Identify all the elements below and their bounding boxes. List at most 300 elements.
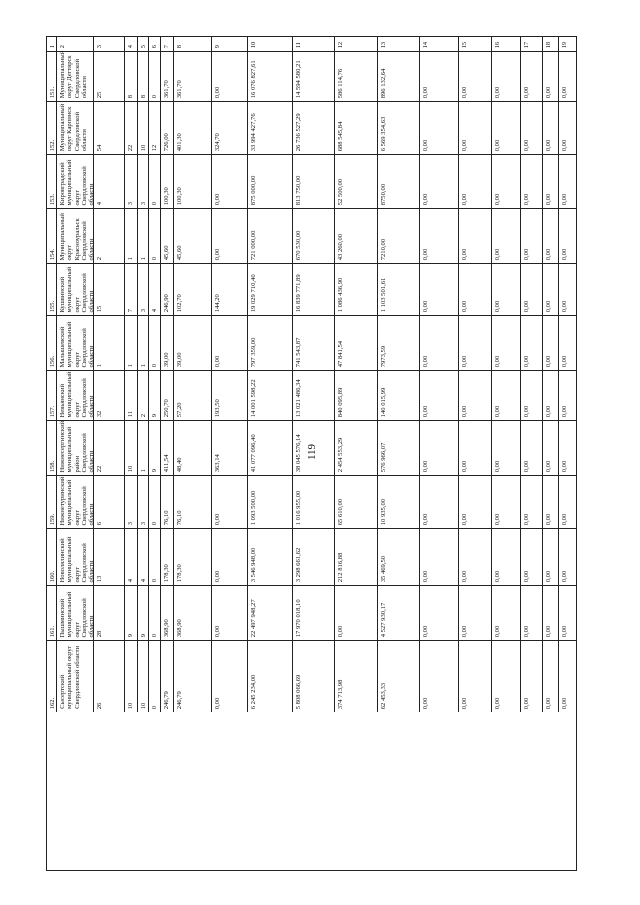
table-cell: [138, 315, 149, 370]
table-cell: [94, 528, 125, 585]
cell-text: 0,00: [545, 405, 552, 417]
table-cell: [378, 315, 420, 370]
cell-text: 76,10: [176, 510, 183, 525]
header-cell: [543, 37, 559, 51]
column-number: 10: [250, 41, 257, 48]
table-cell: [149, 51, 161, 101]
cell-text: 246,90: [163, 293, 170, 312]
cell-text: 10: [140, 144, 147, 151]
table-cell: [378, 475, 420, 528]
cell-text: 0,00: [214, 697, 221, 709]
cell-text: 0,00: [523, 570, 530, 582]
table-cell: [492, 640, 521, 712]
table-cell: [125, 420, 138, 475]
table-cell: [459, 475, 492, 528]
cell-text: Малышевский муниципальный округ Свердловской области: [59, 321, 96, 367]
cell-text: 10: [127, 465, 134, 472]
table-cell: [521, 585, 543, 640]
table-cell: [521, 263, 543, 315]
table-cell: [212, 51, 248, 101]
table-cell: [335, 315, 378, 370]
header-cell: [161, 37, 174, 51]
table-cell: [161, 208, 174, 263]
table-cell: [559, 208, 577, 263]
cell-text: 0,00: [494, 570, 501, 582]
cell-text: 0,00: [523, 248, 530, 260]
cell-text: 100,30: [176, 186, 183, 205]
table-cell: [459, 370, 492, 420]
table-cell: [212, 585, 248, 640]
table-cell: [543, 154, 559, 208]
column-number: 9: [214, 44, 221, 48]
table-cell: [47, 585, 57, 640]
cell-text: Нижнесергинский муниципальный район Свердловской области: [59, 420, 96, 472]
cell-text: 0,00: [523, 86, 530, 98]
cell-text: 57,20: [176, 402, 183, 417]
table-cell: [420, 263, 459, 315]
cell-text: 0,00: [561, 248, 568, 260]
cell-text: 670 530,00: [295, 230, 302, 260]
cell-text: 0,00: [422, 625, 429, 637]
header-cell: [335, 37, 378, 51]
cell-text: 688 545,84: [337, 121, 344, 151]
cell-text: 152.: [49, 139, 56, 151]
column-number: 12: [337, 41, 344, 48]
table-cell: [149, 263, 161, 315]
cell-text: 76,10: [163, 510, 170, 525]
table-cell: [420, 101, 459, 154]
cell-text: 22: [127, 144, 134, 151]
table-cell: [293, 101, 335, 154]
cell-text: 9: [127, 633, 134, 637]
table-cell: [492, 370, 521, 420]
table-cell: [138, 528, 149, 585]
table-cell: [212, 263, 248, 315]
cell-text: 1: [140, 363, 147, 367]
table-cell: [420, 585, 459, 640]
cell-text: 4: [96, 201, 103, 205]
table-cell: [559, 475, 577, 528]
cell-text: 13 021 486,34: [295, 379, 302, 417]
header-cell: [125, 37, 138, 51]
cell-text: 8750,00: [380, 183, 387, 205]
table-cell: [420, 528, 459, 585]
table-cell: [335, 51, 378, 101]
table-cell: [174, 154, 212, 208]
table-row: [47, 420, 576, 476]
cell-text: 0,00: [422, 193, 429, 205]
cell-text: 0,00: [461, 355, 468, 367]
table-cell: [212, 208, 248, 263]
table-cell: [138, 51, 149, 101]
table-cell: [125, 585, 138, 640]
table-cell: [335, 475, 378, 528]
cell-text: 2 454 553,29: [337, 437, 344, 472]
table-cell: [420, 640, 459, 712]
table-cell: [378, 370, 420, 420]
table-cell: [94, 315, 125, 370]
cell-text: 0,00: [422, 86, 429, 98]
table-cell: [492, 101, 521, 154]
header-cell: [420, 37, 459, 51]
cell-text: 0,00: [494, 300, 501, 312]
cell-text: 65 610,00: [337, 498, 344, 525]
table-cell: [559, 101, 577, 154]
cell-text: 0,00: [523, 300, 530, 312]
table-cell: [57, 101, 94, 154]
cell-text: 0,00: [523, 697, 530, 709]
table-cell: [161, 315, 174, 370]
table-cell: [57, 154, 94, 208]
table-cell: [212, 475, 248, 528]
table-cell: [293, 420, 335, 475]
table-row: [47, 51, 576, 102]
table-cell: [293, 528, 335, 585]
cell-text: 0,00: [214, 86, 221, 98]
cell-text: 39,00: [163, 352, 170, 367]
cell-text: 0,00: [545, 460, 552, 472]
cell-text: 157.: [49, 405, 56, 417]
table-cell: [138, 475, 149, 528]
cell-text: 102,70: [176, 293, 183, 312]
cell-text: 4: [151, 308, 158, 312]
cell-text: 0,00: [545, 513, 552, 525]
table-row: [47, 370, 576, 421]
column-number: 19: [561, 41, 568, 48]
table-cell: [293, 51, 335, 101]
cell-text: 0,00: [214, 513, 221, 525]
table-cell: [248, 51, 293, 101]
table-cell: [459, 263, 492, 315]
column-number: 6: [151, 44, 158, 48]
table-cell: [521, 101, 543, 154]
table-cell: [212, 420, 248, 475]
cell-text: 5 808 066,69: [295, 674, 302, 709]
cell-text: 0,00: [545, 355, 552, 367]
table-cell: [543, 585, 559, 640]
cell-text: 0,00: [523, 513, 530, 525]
table-cell: [161, 640, 174, 712]
table-cell: [521, 640, 543, 712]
cell-text: 15: [96, 305, 103, 312]
cell-text: 0,00: [461, 513, 468, 525]
cell-text: 0,00: [422, 513, 429, 525]
table-cell: [138, 154, 149, 208]
header-cell: [521, 37, 543, 51]
table-cell: [559, 263, 577, 315]
table-cell: [174, 420, 212, 475]
column-number: 11: [295, 41, 302, 48]
cell-text: 16 076 827,61: [250, 60, 257, 98]
table-cell: [161, 263, 174, 315]
cell-text: 9: [140, 633, 147, 637]
table-cell: [174, 640, 212, 712]
cell-text: Муниципальный округ Карпинск Свердловской области: [59, 103, 88, 151]
table-cell: [57, 370, 94, 420]
table-cell: [492, 263, 521, 315]
header-cell: [212, 37, 248, 51]
cell-text: 1 016 955,00: [295, 490, 302, 525]
cell-text: 0,00: [545, 625, 552, 637]
table-cell: [125, 51, 138, 101]
cell-text: 48,40: [176, 457, 183, 472]
cell-text: 4 527 930,17: [380, 602, 387, 637]
cell-text: 324,70: [214, 132, 221, 151]
table-cell: [248, 208, 293, 263]
cell-text: 9: [151, 468, 158, 472]
table-cell: [492, 585, 521, 640]
cell-text: 0,00: [461, 697, 468, 709]
header-cell: [378, 37, 420, 51]
cell-text: 721 000,00: [250, 230, 257, 260]
table-cell: [57, 585, 94, 640]
cell-text: 246,79: [176, 690, 183, 709]
cell-text: 3: [127, 521, 134, 525]
table-cell: [543, 51, 559, 101]
table-cell: [543, 528, 559, 585]
table-cell: [293, 263, 335, 315]
cell-text: Муниципальный округ Дегтярск Свердловской области: [59, 50, 88, 98]
table-cell: [161, 585, 174, 640]
cell-text: 193,50: [214, 398, 221, 417]
table-cell: [174, 528, 212, 585]
header-cell: [47, 37, 57, 51]
table-cell: [293, 640, 335, 712]
table-cell: [559, 528, 577, 585]
table-cell: [293, 315, 335, 370]
table-cell: [492, 475, 521, 528]
table-cell: [420, 51, 459, 101]
cell-text: Невьянский муниципальный округ Свердловской области: [59, 371, 96, 417]
table-cell: [293, 370, 335, 420]
cell-text: 11: [127, 410, 134, 417]
table-cell: [212, 101, 248, 154]
table-cell: [174, 475, 212, 528]
table-cell: [47, 370, 57, 420]
table-cell: [149, 315, 161, 370]
table-cell: [492, 315, 521, 370]
table-cell: [161, 154, 174, 208]
table-cell: [161, 370, 174, 420]
table-row: [47, 315, 576, 371]
table-cell: [559, 420, 577, 475]
cell-text: 3: [127, 201, 134, 205]
cell-text: 43 260,00: [337, 233, 344, 260]
cell-text: 0,00: [461, 193, 468, 205]
table-cell: [492, 154, 521, 208]
cell-text: 41 077 096,40: [250, 434, 257, 472]
cell-text: 0,00: [523, 193, 530, 205]
header-cell: [559, 37, 577, 51]
cell-text: 2: [140, 413, 147, 417]
table-row: [47, 101, 576, 155]
column-number: 5: [140, 44, 147, 48]
cell-text: 363,14: [214, 453, 221, 472]
cell-text: 7210,00: [380, 238, 387, 260]
cell-text: 0,00: [494, 248, 501, 260]
cell-text: 0,00: [422, 697, 429, 709]
table-cell: [293, 154, 335, 208]
table-row: [47, 208, 576, 264]
table-cell: [149, 101, 161, 154]
table-cell: [335, 585, 378, 640]
cell-text: 0,00: [337, 625, 344, 637]
cell-text: 0,00: [461, 300, 468, 312]
table-cell: [57, 315, 94, 370]
table-cell: [543, 420, 559, 475]
cell-text: 0,00: [561, 513, 568, 525]
table-cell: [459, 528, 492, 585]
cell-text: 6 569 354,63: [380, 116, 387, 151]
table-cell: [174, 51, 212, 101]
table-cell: [125, 101, 138, 154]
table-row: [47, 154, 576, 209]
table-cell: [47, 420, 57, 475]
cell-text: 0,00: [422, 355, 429, 367]
cell-text: 0: [151, 363, 158, 367]
table-cell: [125, 208, 138, 263]
table-cell: [248, 585, 293, 640]
cell-text: 0,00: [494, 460, 501, 472]
cell-text: 4: [140, 578, 147, 582]
cell-text: 140 015,99: [380, 387, 387, 417]
table-cell: [521, 51, 543, 101]
column-number: 2: [59, 44, 66, 48]
table-cell: [149, 420, 161, 475]
cell-text: 35 469,50: [380, 555, 387, 582]
cell-text: 39,00: [176, 352, 183, 367]
table-cell: [521, 420, 543, 475]
header-cell: [248, 37, 293, 51]
table-cell: [248, 640, 293, 712]
table-cell: [47, 208, 57, 263]
cell-text: 45,60: [163, 245, 170, 260]
table-cell: [125, 528, 138, 585]
table-cell: [543, 101, 559, 154]
header-cell: [57, 37, 94, 51]
cell-text: 0,00: [545, 697, 552, 709]
table-cell: [174, 101, 212, 154]
table-cell: [94, 51, 125, 101]
table-cell: [161, 101, 174, 154]
table-cell: [459, 51, 492, 101]
table-cell: [335, 263, 378, 315]
cell-text: 0,00: [461, 139, 468, 151]
cell-text: 0,00: [422, 248, 429, 260]
table-cell: [47, 528, 57, 585]
cell-text: 0,00: [561, 697, 568, 709]
table-cell: [57, 475, 94, 528]
cell-text: 155.: [49, 300, 56, 312]
cell-text: 19 029 710,40: [250, 274, 257, 312]
cell-text: 0,00: [494, 405, 501, 417]
table-cell: [47, 154, 57, 208]
header-cell: [293, 37, 335, 51]
cell-text: 10: [140, 702, 147, 709]
cell-text: 0,00: [545, 248, 552, 260]
table-cell: [378, 263, 420, 315]
cell-text: 3: [140, 201, 147, 205]
cell-text: 7: [127, 308, 134, 312]
table-cell: [248, 420, 293, 475]
table-cell: [559, 585, 577, 640]
cell-text: 38 045 576,14: [295, 434, 302, 472]
cell-text: 6: [96, 521, 103, 525]
cell-text: 1: [140, 468, 147, 472]
table-cell: [335, 370, 378, 420]
table-cell: [138, 420, 149, 475]
table-cell: [459, 154, 492, 208]
table-cell: [212, 640, 248, 712]
cell-text: 0,00: [214, 355, 221, 367]
cell-text: 401,30: [176, 132, 183, 151]
cell-text: 6 245 234,00: [250, 674, 257, 709]
cell-text: 0,00: [214, 625, 221, 637]
table-cell: [57, 263, 94, 315]
table-cell: [125, 370, 138, 420]
column-number: 7: [163, 44, 170, 48]
cell-text: 361,70: [163, 79, 170, 98]
table-cell: [174, 208, 212, 263]
table-cell: [125, 154, 138, 208]
table-cell: [459, 315, 492, 370]
cell-text: 159.: [49, 513, 56, 525]
cell-text: 25: [96, 91, 103, 98]
cell-text: 1: [127, 256, 134, 260]
cell-text: 250,70: [163, 398, 170, 417]
table-cell: [94, 420, 125, 475]
cell-text: 0,00: [422, 460, 429, 472]
table-cell: [94, 101, 125, 154]
table-cell: [149, 208, 161, 263]
data-table: [46, 36, 577, 871]
table-cell: [161, 475, 174, 528]
table-cell: [94, 475, 125, 528]
cell-text: 0,00: [422, 139, 429, 151]
cell-text: 0,00: [523, 460, 530, 472]
table-cell: [378, 101, 420, 154]
cell-text: 45,60: [176, 245, 183, 260]
cell-text: 54: [96, 144, 103, 151]
cell-text: 0,00: [561, 570, 568, 582]
cell-text: 154.: [49, 248, 56, 260]
table-cell: [174, 370, 212, 420]
cell-text: 1: [140, 256, 147, 260]
table-cell: [521, 370, 543, 420]
cell-text: 813 750,00: [295, 175, 302, 205]
cell-text: 896 132,64: [380, 68, 387, 98]
table-cell: [212, 370, 248, 420]
cell-text: 52 500,00: [337, 178, 344, 205]
table-cell: [47, 101, 57, 154]
table-cell: [543, 475, 559, 528]
table-cell: [293, 208, 335, 263]
cell-text: 0: [151, 521, 158, 525]
cell-text: 0,00: [422, 300, 429, 312]
cell-text: 361,70: [176, 79, 183, 98]
table-cell: [521, 154, 543, 208]
cell-text: 0,00: [494, 513, 501, 525]
cell-text: 0,00: [561, 460, 568, 472]
cell-text: 33 994 427,76: [250, 113, 257, 151]
cell-text: 62 453,33: [380, 682, 387, 709]
cell-text: 12: [151, 144, 158, 151]
cell-text: 0,00: [523, 625, 530, 637]
table-cell: [335, 420, 378, 475]
header-cell: [149, 37, 161, 51]
cell-text: Кушвинский муниципальный округ Свердловской области: [59, 266, 96, 312]
cell-text: 0: [151, 578, 158, 582]
